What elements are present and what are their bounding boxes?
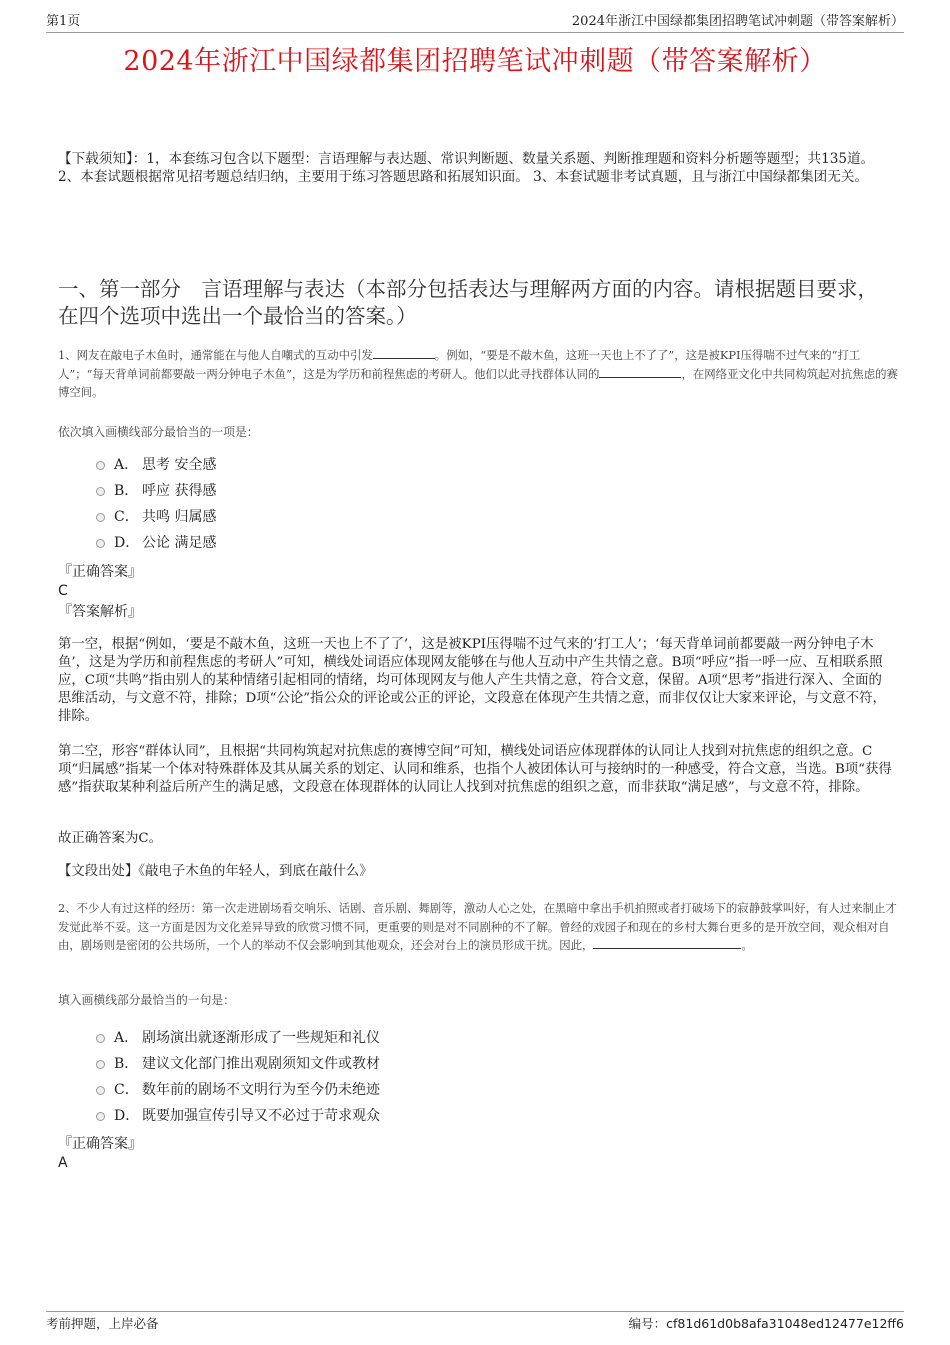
text-source: 【文段出处】《敲电子木鱼的年轻人，到底在敲什么》 (58, 864, 373, 879)
page-number: 第1页 (46, 14, 81, 29)
question-1-options (96, 452, 216, 556)
section-title: 一、第一部分 言语理解与表达（本部分包括表达与理解两方面的内容。请根据题目要求，在四个选项中选出一个最恰当的答案。） (58, 277, 878, 328)
radio-icon[interactable] (96, 539, 105, 548)
analysis-paragraph-1: 第一空，根据“例如，‘要是不敲木鱼，这班一天也上不了了’，这是被KPI压得喘不过气来的‘打工人’；‘每天背单词前都要敲一两分钟电子木鱼’，这是为学历和前程焦虑的考研人”可知，横线处词语应体现网友能够在与他人互动中产生共情之意。B项“呼应”指一呼一应、互相联系照应，C项“共鸣”指由别人的某种情绪引起相同的情绪，均可体现网友与他人产生共情之意，符合文意，保留。A项“思考”指进行深入、全面的思维活动，与文意不符，排除；D项“公论”指公众的评论或公正的评论，文段意在体现产生共情之意，而非仅仅让大家来评论，与文意不符，排除。 (58, 637, 886, 724)
option-a[interactable]: A． 思考 安全感 (96, 452, 216, 478)
download-notice: 【下载须知】：1，本套练习包含以下题型：言语理解与表达题、常识判断题、数量关系题、判断推理题和资料分析题等题型；共135道。 2、本套试题根据常见招考题总结归纳，主要用于练习答题思路和拓展知识面。 3、本套试题非考试真题，且与浙江中国绿都集团无关。 (58, 151, 875, 185)
radio-icon[interactable] (96, 1112, 105, 1121)
option-d[interactable]: D． 既要加强宣传引导又不必过于苛求观众 (96, 1103, 380, 1129)
analysis-paragraph-2: 第二空，形容“群体认同”，且根据“共同构筑起对抗焦虑的赛博空间”可知，横线处词语应体现群体的认同让人找到对抗焦虑的组织之意。C项“归属感”指某一个体对特殊群体及其从属关系的划定、认同和维系，也指个人被团体认可与接纳时的一种感受，符合文意，当选。B项“获得感”指获取某种利益后所产生的满足感，文段意在体现群体的认同让人找到对抗焦虑的组织之意，而非获取“满足感”，与文意不符，排除。 (58, 744, 892, 795)
answer-blank (599, 365, 681, 378)
radio-icon[interactable] (96, 1086, 105, 1095)
analysis-conclusion: 故正确答案为C。 (58, 831, 162, 846)
answer-value: A (58, 1155, 68, 1171)
question-2-prompt: 填入画横线部分最恰当的一句是： (58, 993, 235, 1007)
answer-blank (373, 346, 435, 359)
answer-value: C (58, 583, 68, 599)
answer-blank (593, 936, 741, 949)
analysis-label: 『答案解析』 (58, 604, 142, 620)
option-c[interactable]: C． 共鸣 归属感 (96, 504, 216, 530)
radio-icon[interactable] (96, 513, 105, 522)
option-b[interactable]: B． 建议文化部门推出观剧须知文件或教材 (96, 1051, 380, 1077)
page-footer (46, 1311, 904, 1334)
question-2-options (96, 1025, 380, 1129)
radio-icon[interactable] (96, 487, 105, 496)
radio-icon[interactable] (96, 1060, 105, 1069)
footer-serial: 编号：cf81d61d0b8afa31048ed12477e12ff6 (628, 1316, 904, 1331)
question-2-stem: 2、不少人有过这样的经历：第一次走进剧场看交响乐、话剧、音乐剧、舞剧等，激动人心之处，在黑暗中拿出手机拍照或者打破场下的寂静鼓掌叫好，有人过来制止才发觉此举不妥。这一方面是因为文化差异导致的欣赏习惯不同，更重要的则是对不同剧种的不了解。曾经的戏园子和现在的乡村大舞台更多的是开放空间，观众相对自由，剧场则是密闭的公共场所，一个人的举动不仅会影响到其他观众，还会对台上的演员形成干扰。因此， 。 (58, 901, 897, 952)
page-header (46, 14, 904, 33)
question-1-stem: 1、网友在敲电子木鱼时，通常能在与他人自嘲式的互动中引发 。例如，“要是不敲木鱼，这班一天也上不了了”，这是被KPI压得喘不过气来的“打工人”；“每天背单词前都要敲一两分钟电子木鱼”，这是为学历和前程焦虑的考研人。他们以此寻找群体认同的 ，在网络亚文化中共同构筑起对抗焦虑的赛博空间。 (58, 348, 898, 399)
option-c[interactable]: C． 数年前的剧场不文明行为至今仍未绝迹 (96, 1077, 380, 1103)
answer-label: 『正确答案』 (58, 564, 142, 580)
option-b[interactable]: B． 呼应 获得感 (96, 478, 216, 504)
header-doc-title: 2024年浙江中国绿都集团招聘笔试冲刺题（带答案解析） (571, 14, 904, 29)
document-title: 2024年浙江中国绿都集团招聘笔试冲刺题（带答案解析） (123, 46, 827, 77)
footer-slogan: 考前押题，上岸必备 (46, 1316, 159, 1331)
radio-icon[interactable] (96, 1034, 105, 1043)
question-1-prompt: 依次填入画横线部分最恰当的一项是： (58, 425, 259, 439)
radio-icon[interactable] (96, 461, 105, 470)
answer-label: 『正确答案』 (58, 1136, 142, 1152)
option-d[interactable]: D． 公论 满足感 (96, 530, 216, 556)
option-a[interactable]: A． 剧场演出就逐渐形成了一些规矩和礼仪 (96, 1025, 380, 1051)
